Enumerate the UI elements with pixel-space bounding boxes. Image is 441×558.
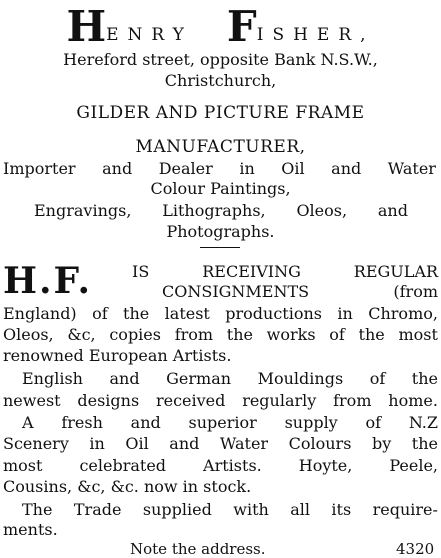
importer-line-1 <box>3 159 436 179</box>
word: the <box>226 325 253 344</box>
word: Artists. <box>203 456 262 475</box>
word: fresh <box>61 413 103 432</box>
word: Oil <box>281 159 305 178</box>
word: in <box>239 159 255 178</box>
address-line-2: Christchurch, <box>164 71 277 90</box>
word: from <box>333 391 372 410</box>
notice-line-6 <box>22 369 438 389</box>
hf-initials: H.F. <box>3 260 93 302</box>
word: regularly <box>242 391 317 410</box>
word: supply <box>284 413 338 432</box>
word: Mouldings <box>257 369 344 388</box>
word: the <box>411 369 438 388</box>
word: by <box>371 434 392 453</box>
word: works <box>266 325 316 344</box>
notice-line-4 <box>3 325 438 345</box>
word: newest <box>3 391 61 410</box>
section-divider <box>200 247 240 248</box>
notice-line-13: ments. <box>3 520 58 539</box>
word: with <box>233 500 269 519</box>
word: home. <box>388 391 438 410</box>
notice-line-11: Cousins, &c, &c. now in stock. <box>3 477 252 496</box>
word: received <box>155 391 226 410</box>
name-last-initial: F <box>226 2 257 51</box>
notice-line-10 <box>3 456 438 476</box>
name-first-initial: H <box>66 2 107 51</box>
word: A <box>22 413 34 432</box>
word: Dealer <box>158 159 213 178</box>
name-first-rest: ENRY <box>106 25 193 45</box>
word: N.Z <box>408 413 438 432</box>
name-last-word <box>226 2 375 51</box>
address-line-1: Hereford street, opposite Bank N.S.W., <box>63 50 378 69</box>
notice-line-5: renowned European Artists. <box>3 346 232 365</box>
word: all <box>290 500 310 519</box>
word: Water <box>387 159 436 178</box>
notice-line-9 <box>3 434 438 454</box>
word: the <box>123 304 150 323</box>
ad-number: 4320 <box>396 540 435 558</box>
word: in <box>337 304 353 323</box>
word: of <box>92 304 108 323</box>
word: Trade <box>73 500 122 519</box>
word: the <box>358 325 385 344</box>
importer-line-3 <box>34 201 408 221</box>
word: Oleos, <box>296 201 348 220</box>
word: English <box>22 369 83 388</box>
trade-line-1: GILDER AND PICTURE FRAME <box>76 103 365 123</box>
word: celebrated <box>79 456 167 475</box>
word: supplied <box>142 500 212 519</box>
word: Lithographs, <box>162 201 266 220</box>
word: Engravings, <box>34 201 132 220</box>
word: and <box>102 159 133 178</box>
word: require- <box>372 500 438 519</box>
word: and <box>109 369 140 388</box>
notice-line-2 <box>162 282 438 302</box>
word: of <box>329 325 345 344</box>
name-last-rest: ISHER, <box>256 25 375 45</box>
word: CONSIGNMENTS <box>162 282 310 301</box>
importer-line-2: Colour Paintings, <box>150 179 291 198</box>
word: of <box>365 413 382 432</box>
word: and <box>169 434 200 453</box>
word: and <box>130 413 161 432</box>
word: copies <box>109 325 161 344</box>
word: RECEIVING <box>202 262 301 281</box>
word: and <box>331 159 362 178</box>
word: of <box>369 369 386 388</box>
word: Water <box>219 434 269 453</box>
notice-line-12 <box>22 500 438 520</box>
word: IS <box>132 262 150 281</box>
word: (from <box>393 282 438 301</box>
word: designs <box>77 391 140 410</box>
word: Peele, <box>389 456 438 475</box>
word: Importer <box>3 159 76 178</box>
word: Oil <box>125 434 149 453</box>
word: REGULAR <box>353 262 438 281</box>
word: The <box>22 500 53 519</box>
advertiser-name <box>0 2 441 51</box>
word: England) <box>3 304 77 323</box>
word: German <box>166 369 232 388</box>
notice-line-8 <box>22 413 438 433</box>
word: the <box>411 434 438 453</box>
word: most <box>398 325 438 344</box>
word: Scenery <box>3 434 69 453</box>
word: Chromo, <box>368 304 438 323</box>
word: &c, <box>67 325 96 344</box>
word: Oleos, <box>3 325 54 344</box>
word: Colours <box>288 434 352 453</box>
notice-line-7 <box>3 391 438 411</box>
word: in <box>89 434 105 453</box>
word: most <box>3 456 43 475</box>
trade-line-2: MANUFACTURER, <box>135 137 306 157</box>
word: its <box>331 500 352 519</box>
word: and <box>377 201 408 220</box>
word: latest <box>164 304 210 323</box>
word: productions <box>225 304 322 323</box>
note-address: Note the address. <box>130 540 266 558</box>
importer-line-4: Photographs. <box>166 222 275 241</box>
word: superior <box>188 413 257 432</box>
word: Hoyte, <box>298 456 353 475</box>
notice-line-3 <box>3 304 438 324</box>
word: from <box>174 325 214 344</box>
notice-line-1 <box>132 262 438 282</box>
name-first-word <box>66 2 193 51</box>
